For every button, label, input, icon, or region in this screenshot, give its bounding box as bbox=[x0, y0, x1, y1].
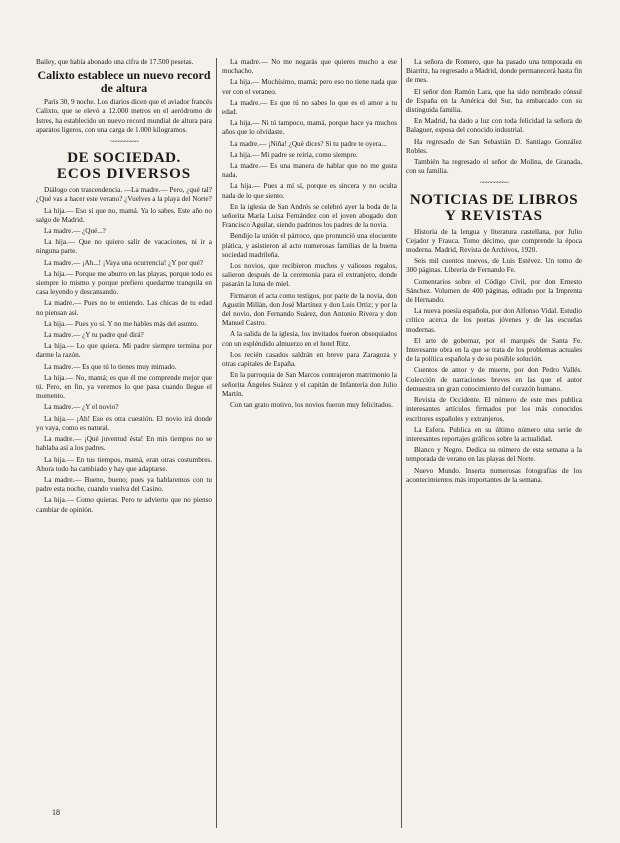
body-paragraph: En la parroquia de San Marcos contrajeron matrimonio la señorita Ángeles Suárez y el capitán de Infantería don Julio Martín. bbox=[222, 371, 397, 398]
body-paragraph: La hija.— Pues yo sí. Y no me hables más del asunto. bbox=[44, 319, 199, 328]
body-paragraph: La madre.— ¡Niña! ¿Qué dices? Si tu padre te oyera... bbox=[230, 139, 387, 148]
body-paragraph: La madre.— No me negarás que quieres mucho a ese muchacho. bbox=[222, 58, 397, 76]
body-paragraph: En Madrid, ha dado a luz con toda felicidad la señora de Balaguer, esposa del conocido industrial. bbox=[406, 117, 582, 135]
body-paragraph: La hija.— No, mamá; es que él me comprende mejor que tú. Pero, en fin, ya veremos lo que pasa cuando llegue el momento. bbox=[36, 373, 212, 401]
section-headline-sociedad: DE SOCIEDAD. bbox=[67, 150, 181, 167]
book-notice: Blanco y Negro. Dedica su número de esta semana a la temporada de verano en las playas del Norte. bbox=[406, 446, 582, 464]
body-paragraph: La hija.— Eso sí que no, mamá. Ya lo sabes. Este año no salgo de Madrid. bbox=[36, 206, 212, 224]
section-headline-libros: NOTICIAS DE LIBROS bbox=[409, 191, 579, 208]
body-paragraph: La madre.— Es que tú lo tienes muy mimado. bbox=[44, 362, 177, 371]
body-paragraph: La hija.— Ni tú tampoco, mamá, porque hace ya muchos años que lo olvidaste. bbox=[222, 119, 397, 137]
headline-calixto: Calixto establece un nuevo record de altura bbox=[37, 68, 211, 96]
column-rule bbox=[401, 58, 402, 828]
body-paragraph: La madre.— ¡Ah...! ¡Vaya una ocurrencia! ¿Y por qué? bbox=[44, 258, 203, 267]
book-notice: Nuevo Mundo. Inserta numerosas fotografías de los acontecimientos más importantes de la semana. bbox=[406, 466, 582, 484]
book-notice: La nueva poesía española, por don Alfonso Vidal. Estudio crítico acerca de los poetas jóvenes y de las escuelas modernas. bbox=[406, 307, 582, 334]
ornament-divider: ~~~~~~~~~~ bbox=[480, 179, 508, 188]
body-paragraph: Diálogo con trascendencia. —La madre.— Pero, ¿qué tal? ¿Qué vas a hacer este verano? ¿Vuelves a la playa del Norte? bbox=[36, 186, 212, 204]
section-headline-revistas: Y REVISTAS bbox=[445, 207, 543, 224]
body-paragraph: La madre.— ¿Qué...? bbox=[44, 227, 106, 236]
body-paragraph: La madre.— ¿Y tu padre qué dirá? bbox=[44, 331, 144, 340]
book-notice: Seis mil cuentos nuevos, de Luis Estévez. Un tomo de 300 páginas. Librería de Fernando Fe. bbox=[406, 257, 582, 275]
body-paragraph: La hija.— ¡Ah! Eso es otra cuestión. El novio irá donde yo vaya, como es natural. bbox=[36, 414, 212, 432]
page-number: 18 bbox=[52, 808, 60, 817]
column-1-body bbox=[36, 186, 212, 515]
body-paragraph: Bendijo la unión el párroco, que pronunció una elocuente plática, y asistieron al acto numerosas familias de la buena sociedad madrileña. bbox=[222, 232, 397, 259]
body-paragraph: Con tan grato motivo, los novios fueron muy felicitados. bbox=[230, 400, 393, 409]
body-paragraph: Ha regresado de San Sebastián D. Santiago González Robles. bbox=[406, 137, 582, 155]
body-paragraph: La hija.— Porque me aburro en las playas, porque todo es siempre lo mismo y porque prefiero quedarme tranquila en casa leyendo y descansando. bbox=[36, 269, 212, 297]
column-1 bbox=[36, 58, 212, 828]
body-paragraph: La madre.— Es una manera de hablar que no me gusta nada. bbox=[222, 162, 397, 180]
body-paragraph: El señor don Ramón Lara, que ha sido nombrado cónsul de España en la América del Sur, ha embarcado con su distinguida familia. bbox=[406, 87, 582, 115]
book-notice: Historia de la lengua y literatura castellana, por Julio Cejador y Frauca. Tomo décimo, que comprende la época moderna. Madrid, Revista de Archivos, 1920. bbox=[406, 227, 582, 255]
top-line: Bailey, que había abonado una cifra de 17.500 pesetas. bbox=[36, 58, 194, 66]
body-paragraph: La hija.— Como quieras. Pero te advierto que no pienso cambiar de opinión. bbox=[36, 496, 212, 514]
body-paragraph: La hija.— Mi padre se reiría, como siempre. bbox=[230, 150, 358, 159]
body-paragraph: La madre.— Pues no te entiendo. Las chicas de tu edad no piensan así. bbox=[36, 299, 212, 317]
article-paragraph: París 30, 9 noche. Los diarios dicen que el aviador francés Calixto, que se elevó a 12.000 metros en el aeródromo de Istres, ha establecido un nuevo record mundial de altura para aparatos ligeros, con una carga de 1.000 kilogramos. bbox=[36, 98, 212, 134]
body-paragraph: La hija.— En tus tiempos, mamá, eran otras costumbres. Ahora todo ha cambiado y hay que adaptarse. bbox=[36, 455, 212, 473]
body-paragraph: La hija.— Pues a mí sí, porque es sincera y no oculta nada de lo que siento. bbox=[222, 182, 397, 200]
body-paragraph: Firmaron el acta como testigos, por parte de la novia, don Agustín Millán, don José Martínez y don Luis Ortiz; y por la del novio, don Fernando Suárez, don Antonio Rivera y don Manuel Castro. bbox=[222, 291, 397, 328]
column-2 bbox=[222, 58, 397, 828]
body-paragraph: A la salida de la iglesia, los invitados fueron obsequiados con un espléndido almuerzo en el hotel Ritz. bbox=[222, 330, 397, 348]
body-paragraph: La madre.— Bueno, bueno; pues ya hablaremos con tu padre esta noche, cuando vuelva del Casino. bbox=[36, 475, 212, 494]
book-notice: El arte de gobernar, por el marqués de Santa Fe. Interesante obra en la que se trata de los problemas actuales de la política española y de su posible solución. bbox=[406, 336, 582, 364]
body-paragraph: La madre.— ¿Y el novio? bbox=[44, 403, 119, 412]
body-paragraph: La madre.— ¡Qué juventud ésta! En mis tiempos no se hablaba así a los padres. bbox=[36, 435, 212, 453]
body-paragraph: La madre.— Es que tú no sabes lo que es el amor a tu edad. bbox=[222, 98, 397, 117]
ornament-divider: ~~~~~~~~~~ bbox=[110, 138, 138, 147]
body-paragraph: Los recién casados saldrán en breve para Zaragoza y otras capitales de España. bbox=[222, 350, 397, 369]
book-notice: Cuentos de amor y de muerte, por don Pedro Vallés. Colección de narraciones breves en las que el autor demuestra un gran conocimiento del corazón humano. bbox=[406, 366, 582, 393]
book-notice: Comentarios sobre el Código Civil, por don Ernesto Sánchez. Volumen de 400 páginas, editado por la Imprenta de Hernando. bbox=[406, 277, 582, 305]
body-paragraph: La hija.— Lo que quiera. Mi padre siempre termina por darme la razón. bbox=[36, 342, 212, 360]
column-3 bbox=[406, 58, 582, 828]
body-paragraph: También ha regresado el señor de Molina, de Granada, con su familia. bbox=[406, 158, 582, 176]
column-rule bbox=[216, 58, 217, 828]
section-headline-ecos: ECOS DIVERSOS bbox=[56, 166, 192, 183]
body-paragraph: En la iglesia de San Andrés se celebró ayer la boda de la señorita María Luisa Fernández con el joven abogado don Francisco Aguilar, siendo padrinos los padres de la novia. bbox=[222, 202, 397, 230]
book-notice: Revista de Occidente. El número de este mes publica interesantes artículos firmados por los más conocidos escritores españoles y extranjeros. bbox=[406, 396, 582, 423]
book-notice: La Esfera. Publica en su último número una serie de interesantes reportajes gráficos sobre la actualidad. bbox=[406, 425, 582, 443]
body-paragraph: La hija.— Muchísimo, mamá; pero eso no tiene nada que ver con el veraneo. bbox=[222, 78, 397, 96]
body-paragraph: La señora de Romero, que ha pasado una temporada en Biarritz, ha regresado a Madrid, donde permanecerá hasta fin de mes. bbox=[406, 58, 582, 85]
body-paragraph: La hija.— Que no quiero salir de vacaciones, ni ir a ninguna parte. bbox=[36, 238, 212, 256]
body-paragraph: Los novios, que recibieron muchos y valiosos regalos, salieron después de la ceremonia para el extranjero, donde pasarán la luna de miel. bbox=[222, 262, 397, 289]
